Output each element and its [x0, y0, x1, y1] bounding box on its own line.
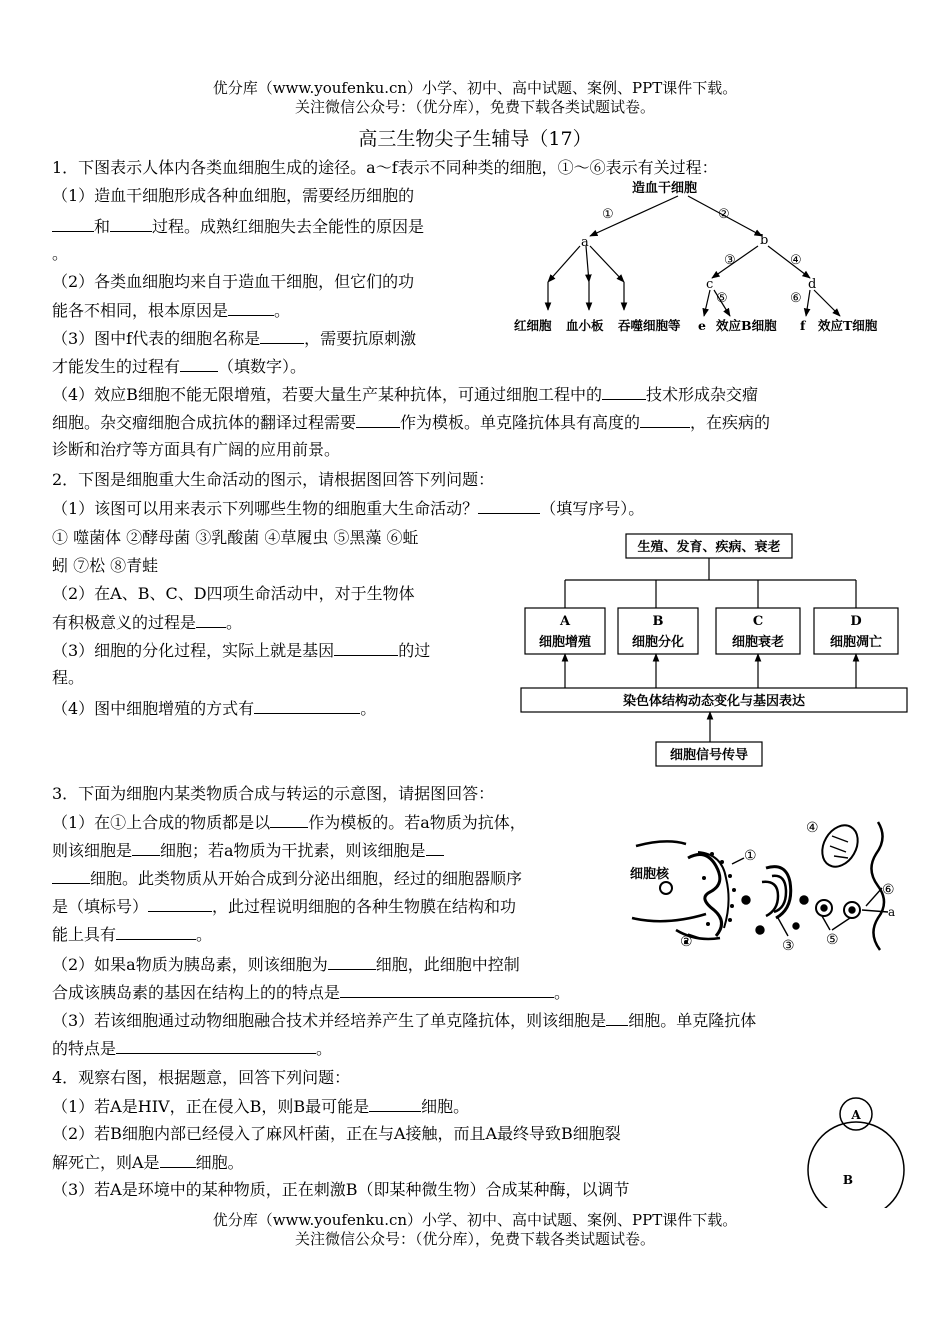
leaf-effector-b: 效应B细胞: [716, 318, 777, 333]
q2-options-line2: 蚓 ⑦松 ⑧青蛙: [52, 556, 159, 575]
answer-blank[interactable]: [606, 1010, 628, 1026]
q3-part2-line1: （2）如果a物质为胰岛素，则该细胞为 细胞，此细胞中控制: [52, 955, 520, 974]
substance-a-label: a: [888, 905, 896, 919]
answer-blank[interactable]: [116, 924, 196, 940]
step-6-label: ⑥: [790, 291, 802, 306]
cell-life-activity-diagram: [518, 532, 918, 772]
label-proliferation: 细胞增殖: [538, 635, 592, 650]
organelle-1-label: ①: [744, 848, 757, 864]
step-4-label: ④: [790, 253, 802, 268]
answer-blank[interactable]: [116, 1038, 316, 1054]
answer-blank[interactable]: [52, 868, 90, 884]
letter-b: B: [652, 614, 664, 629]
nucleus-label: 细胞核: [630, 867, 670, 882]
q3-part1-line1: （1）在①上合成的物质都是以 作为模板的。若a物质为抗体，: [52, 813, 526, 832]
root-label: 造血干细胞: [632, 181, 698, 196]
bottom-label: 细胞信号传导: [669, 748, 749, 763]
q4-part3-line1: （3）若A是环境中的某种物质，正在刺激B（即某种微生物）合成某种酶，以调节: [52, 1180, 630, 1199]
q2-part4: （4）图中细胞增殖的方式有 。: [52, 699, 377, 718]
q3-part3-line1: （3）若该细胞通过动物细胞融合技术并经培养产生了单克隆抗体，则该细胞是 细胞。单克隆抗体: [52, 1011, 757, 1030]
organelle-4-label: ④: [806, 820, 819, 836]
organelle-2-label: ②: [680, 934, 693, 950]
q3-part2-line2: 合成该胰岛素的基因在结构上的的特点是 。: [52, 983, 571, 1002]
answer-blank[interactable]: [196, 612, 226, 628]
leaf-platelet: 血小板: [566, 318, 604, 333]
step-3-label: ③: [724, 253, 736, 268]
q2-part2-line1: （2）在A、B、C、D四项生命活动中，对于生物体: [52, 584, 415, 603]
answer-blank[interactable]: [602, 384, 646, 400]
footer-line-1: 优分库（www.youfenku.cn）小学、初中、高中试题、案例、PPT课件下载。: [212, 1211, 738, 1229]
q3-part1-line5: 能上具有 。: [52, 925, 213, 944]
leaf-effector-t: 效应T细胞: [818, 318, 878, 333]
answer-blank[interactable]: [369, 1096, 421, 1112]
leaf-f: f: [800, 318, 806, 333]
q1-part2-line2: 能各不相同，根本原因是 。: [52, 301, 291, 320]
answer-blank[interactable]: [160, 1152, 196, 1168]
top-label: 生殖、发育、疾病、衰老: [637, 540, 781, 555]
answer-blank[interactable]: [328, 954, 376, 970]
answer-blank[interactable]: [270, 812, 308, 828]
q2-stem: 2．下图是细胞重大生命活动的图示，请根据图回答下列问题：: [52, 470, 495, 489]
letter-a: A: [559, 614, 571, 629]
cell-a-label: a: [581, 235, 589, 250]
q1-part4-line3: 诊断和治疗等方面具有广阔的应用前景。: [52, 440, 341, 459]
organelle-5-label: ⑤: [826, 932, 839, 948]
organelle-6-label: ⑥: [882, 882, 895, 898]
q3-part1-line2: 则该细胞是 细胞；若a物质为干扰素，则该细胞是: [52, 840, 444, 861]
answer-blank[interactable]: [254, 698, 360, 714]
middle-label: 染色体结构动态变化与基因表达: [622, 694, 806, 709]
answer-blank[interactable]: [426, 840, 444, 856]
letter-d: D: [850, 614, 862, 629]
answer-blank[interactable]: [148, 896, 212, 912]
cell-d-label: d: [808, 277, 817, 292]
q3-part1-line4: 是（填标号） ，此过程说明细胞的各种生物膜在结构和功: [52, 897, 517, 916]
q1-part1-line1: （1）造血干细胞形成各种血细胞，需要经历细胞的: [52, 186, 415, 205]
cell-b-label: b: [760, 233, 769, 248]
cell-c-label: c: [706, 277, 714, 292]
q2-options-line1: ① 噬菌体 ②酵母菌 ③乳酸菌 ④草履虫 ⑤黑藻 ⑥蚯: [52, 528, 419, 547]
q4-part2-line2: 解死亡，则A是 细胞。: [52, 1153, 244, 1172]
q3-stem: 3．下面为细胞内某类物质合成与转运的示意图，请据图回答：: [52, 784, 495, 803]
label-differentiation: 细胞分化: [631, 635, 685, 650]
leaf-e: e: [698, 318, 706, 333]
q1-part3-line2: 才能发生的过程有 （填数字）。: [52, 357, 307, 376]
letter-c: C: [752, 614, 764, 629]
header-line-2: 关注微信公众号：（优分库），免费下载各类试题试卷。: [294, 98, 655, 116]
cell-contact-diagram: [790, 1092, 920, 1208]
q1-part2-line1: （2）各类血细胞均来自于造血干细胞，但它们的功: [52, 272, 415, 291]
header-line-1: 优分库（www.youfenku.cn）小学、初中、高中试题、案例、PPT课件下载。: [212, 79, 738, 97]
organelle-3-label: ③: [782, 938, 795, 954]
answer-blank[interactable]: [334, 640, 398, 656]
q4-part2-line1: （2）若B细胞内部已经侵入了麻风杆菌，正在与A接触，而且A最终导致B细胞裂: [52, 1124, 621, 1143]
step-2-label: ②: [718, 207, 730, 222]
q2-part3-line2: 程。: [52, 668, 85, 687]
q1-stem: 1．下图表示人体内各类血细胞生成的途径。a～f表示不同种类的细胞，①～⑥表示有关过程：: [52, 158, 718, 177]
q1-part1-line3: 。: [52, 244, 69, 263]
answer-blank[interactable]: [478, 498, 540, 514]
answer-blank[interactable]: [180, 356, 218, 372]
footer-line-2: 关注微信公众号：（优分库），免费下载各类试题试卷。: [294, 1230, 655, 1248]
q2-part1: （1）该图可以用来表示下列哪些生物的细胞重大生命活动？ （填写序号）。: [52, 499, 645, 518]
secretion-pathway-diagram: [626, 818, 906, 960]
answer-blank[interactable]: [52, 216, 94, 232]
answer-blank[interactable]: [260, 328, 304, 344]
answer-blank[interactable]: [110, 216, 152, 232]
q1-part1-line2: 和 过程。成熟红细胞失去全能性的原因是: [52, 216, 424, 237]
q1-part4-line2: 细胞。杂交瘤细胞合成抗体的翻译过程需要 作为模板。单克隆抗体具有高度的 ，在疾病的: [52, 413, 771, 432]
leaf-phagocyte: 吞噬细胞等: [618, 318, 681, 333]
page-title: 高三生物尖子生辅导（17）: [358, 128, 592, 150]
blood-cell-lineage-diagram: [510, 178, 910, 338]
q1-part4-line1: （4）效应B细胞不能无限增殖，若要大量生产某种抗体，可通过细胞工程中的 技术形成杂交瘤: [52, 385, 758, 404]
q1-part3-line1: （3）图中f代表的细胞名称是 ，需要抗原刺激: [52, 329, 417, 348]
answer-blank[interactable]: [640, 412, 690, 428]
answer-blank[interactable]: [132, 840, 160, 856]
step-1-label: ①: [602, 207, 614, 222]
q4-stem: 4．观察右图，根据题意，回答下列问题：: [52, 1068, 351, 1087]
label-apoptosis: 细胞凋亡: [829, 635, 883, 650]
q2-part2-line2: 有积极意义的过程是 。: [52, 613, 243, 632]
q3-part1-line3: 细胞。此类物质从开始合成到分泌出细胞，经过的细胞器顺序: [52, 868, 522, 889]
cell-a-label: A: [851, 1108, 861, 1122]
q2-part3-line1: （3）细胞的分化过程，实际上就是基因 的过: [52, 641, 431, 660]
answer-blank[interactable]: [356, 412, 400, 428]
leaf-red-cell: 红细胞: [514, 318, 552, 333]
cell-b-label: B: [842, 1173, 854, 1187]
q3-part3-line2: 的特点是 。: [52, 1039, 333, 1058]
label-aging: 细胞衰老: [731, 635, 785, 650]
answer-blank[interactable]: [340, 982, 554, 998]
answer-blank[interactable]: [228, 300, 274, 316]
step-5-label: ⑤: [716, 291, 728, 306]
q4-part1: （1）若A是HIV，正在侵入B，则B最可能是 细胞。: [52, 1097, 470, 1116]
